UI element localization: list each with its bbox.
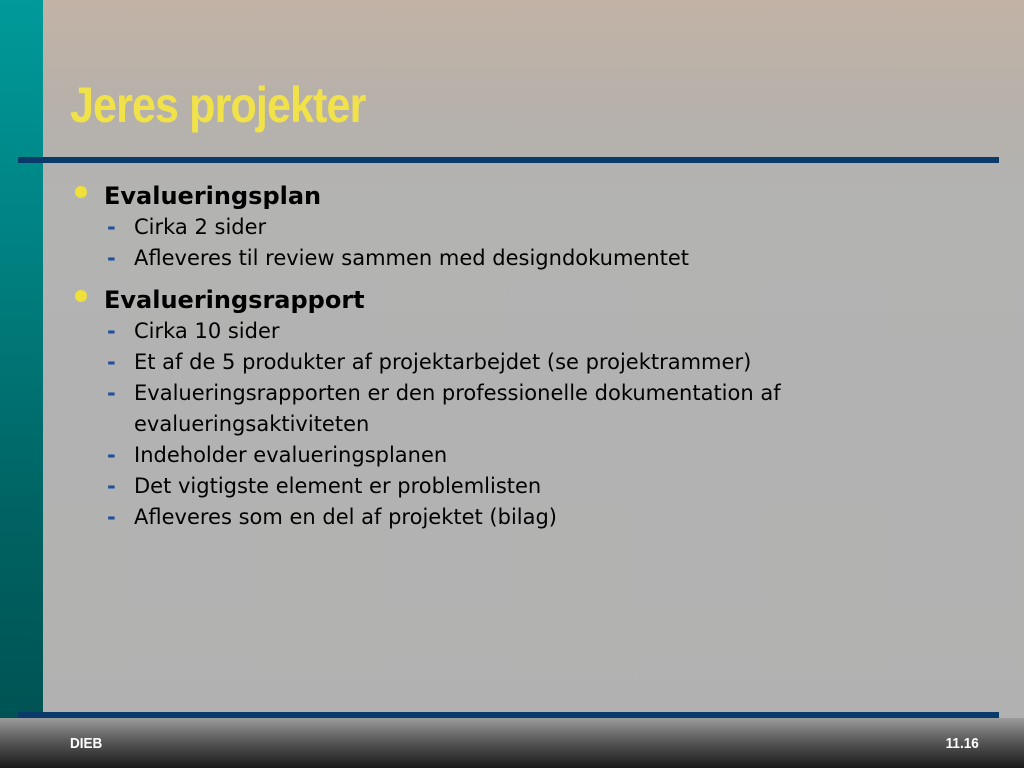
dash-icon: - bbox=[107, 443, 116, 467]
sub-item-text: Evalueringsrapporten er den professionelle dokumentation af evalueringsaktiviteten bbox=[134, 381, 781, 436]
dash-icon: - bbox=[107, 505, 116, 529]
dash-icon: - bbox=[107, 246, 116, 270]
sub-item-text: Et af de 5 produkter af projektarbejdet (se projektrammer) bbox=[134, 350, 752, 374]
sub-item-text: Det vigtigste element er problemlisten bbox=[134, 474, 542, 498]
dash-icon: - bbox=[107, 215, 116, 239]
sub-item-text: Cirka 10 sider bbox=[134, 319, 280, 343]
sub-item bbox=[104, 316, 974, 347]
dash-icon: - bbox=[107, 319, 116, 343]
dash-icon: - bbox=[107, 350, 116, 374]
sub-item bbox=[104, 440, 974, 471]
sub-item-text: Cirka 2 sider bbox=[134, 215, 267, 239]
sub-item bbox=[104, 243, 974, 274]
dash-icon: - bbox=[107, 474, 116, 498]
bullet-icon bbox=[75, 290, 87, 302]
bullet-item bbox=[74, 284, 974, 533]
sub-item-text: Indeholder evalueringsplanen bbox=[134, 443, 448, 467]
title-divider bbox=[18, 157, 999, 163]
slide-content bbox=[74, 180, 974, 543]
sub-list bbox=[104, 316, 974, 533]
bullet-icon bbox=[75, 186, 87, 198]
sub-item-text: Afleveres til review sammen med designdokumentet bbox=[134, 246, 690, 270]
sub-item bbox=[104, 347, 974, 378]
slide-number: 11.16 bbox=[945, 735, 979, 752]
bullet-label: Evalueringsrapport bbox=[104, 286, 365, 314]
footer-bar bbox=[0, 718, 1024, 768]
sub-list bbox=[104, 212, 974, 274]
bullet-item bbox=[74, 180, 974, 274]
slide-title: Jeres projekter bbox=[70, 77, 366, 133]
sub-item bbox=[104, 502, 974, 533]
sub-item-text: Afleveres som en del af projektet (bilag) bbox=[134, 505, 558, 529]
sidebar-stripe bbox=[0, 0, 43, 768]
sub-item bbox=[104, 471, 974, 502]
dash-icon: - bbox=[107, 381, 116, 405]
footer-course-label: DIEB bbox=[70, 735, 103, 752]
sub-item bbox=[104, 378, 974, 440]
bullet-label: Evalueringsplan bbox=[104, 182, 322, 210]
sub-item bbox=[104, 212, 974, 243]
